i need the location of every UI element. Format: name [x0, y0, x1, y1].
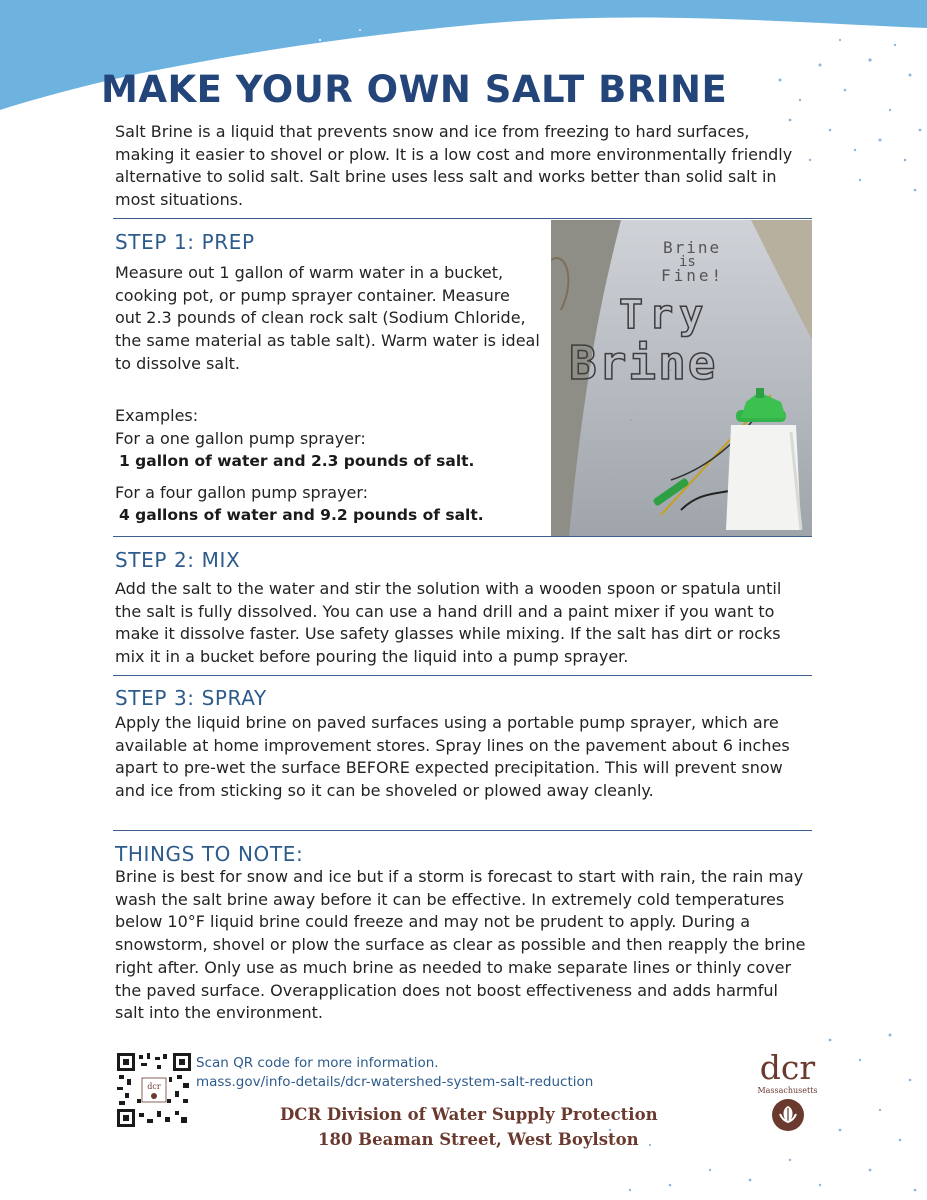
step3-text: Apply the liquid brine on paved surfaces using a portable pump sprayer, which are available at home improvement stores. Spray lines on the pavement about 6 inches apart to pre-wet the surface BEFORE expected precipitation. This will prevent snow and ice from sticking so it can be shoveled or plowed away cleanly.: [115, 713, 790, 801]
step3-heading: STEP 3: SPRAY: [115, 686, 267, 710]
notes-heading: THINGS TO NOTE:: [115, 842, 304, 866]
page-title: MAKE YOUR OWN SALT BRINE: [101, 68, 728, 111]
photo-text-brine-large: Brine: [569, 336, 718, 390]
brine-road-photo: [551, 220, 812, 536]
step2-text: Add the salt to the water and stir the solution with a wooden spoon or spatula until the salt is fully dissolved. You can use a hand drill and a paint mixer if you want to make it dissolve faster. Use safety glasses while mixing. If the salt has dirt or rocks mix it in a bucket before pouring the liquid into a pump sprayer.: [115, 579, 782, 667]
footer-address: 180 Beaman Street, West Boylston: [318, 1130, 639, 1149]
example1-intro: For a one gallon pump sprayer:: [115, 429, 366, 448]
qr-code-icon[interactable]: [117, 1053, 191, 1127]
dcr-logo-word: dcr: [759, 1048, 816, 1087]
example1-value: 1 gallon of water and 2.3 pounds of salt.: [119, 452, 475, 470]
photo-text-brine: Brine: [663, 238, 722, 257]
info-url-link[interactable]: mass.gov/info-details/dcr-watershed-system-salt-reduction: [196, 1074, 594, 1090]
divider: [113, 830, 812, 831]
qr-center-text: dcr: [147, 1082, 161, 1091]
photo-text-try: Try: [619, 292, 710, 338]
leaf-icon: [771, 1098, 805, 1132]
pump-sprayer-icon: [641, 370, 812, 536]
photo-text-fine: Fine!: [661, 266, 725, 285]
notes-text: Brine is best for snow and ice but if a storm is forecast to start with rain, the rain may wash the salt brine away before it can be effective. In extremely cold temperatures below 10°F liquid brine could freeze and may not be prudent to apply. During a snowstorm, shovel or plow the surface as clear as possible and then reapply the brine right after. Only use as much brine as needed to make separate lines or thinly cover the paved surface. Overapplication does not boost effectiveness and adds harmful salt into the environment.: [115, 867, 806, 1023]
divider: [113, 536, 812, 537]
example2-value: 4 gallons of water and 9.2 pounds of salt.: [119, 506, 484, 524]
divider: [113, 675, 812, 676]
dcr-logo: [750, 1050, 825, 1140]
step2-heading: STEP 2: MIX: [115, 548, 241, 572]
examples-label: Examples:: [115, 406, 199, 425]
qr-caption: Scan QR code for more information.: [196, 1055, 439, 1071]
photo-text-is: is: [679, 254, 696, 270]
dcr-logo-state: Massachusetts: [757, 1086, 818, 1095]
snow-dots-wave: [300, 20, 760, 60]
step1-text: Measure out 1 gallon of warm water in a bucket, cooking pot, or pump sprayer container. Measure out 2.3 pounds of clean rock salt (Sodium Chloride, the same material as table salt). Warm water is ideal to dissolve salt.: [115, 263, 540, 373]
step1-heading: STEP 1: PREP: [115, 230, 255, 254]
divider: [113, 218, 812, 219]
example2-intro: For a four gallon pump sprayer:: [115, 483, 369, 502]
footer-division: DCR Division of Water Supply Protection: [280, 1105, 658, 1124]
intro-paragraph: Salt Brine is a liquid that prevents snow and ice from freezing to hard surfaces, making it easier to shovel or plow. It is a low cost and more environmentally friendly alternative to solid salt. Salt brine uses less salt and works better than solid salt in most situations.: [115, 122, 793, 210]
